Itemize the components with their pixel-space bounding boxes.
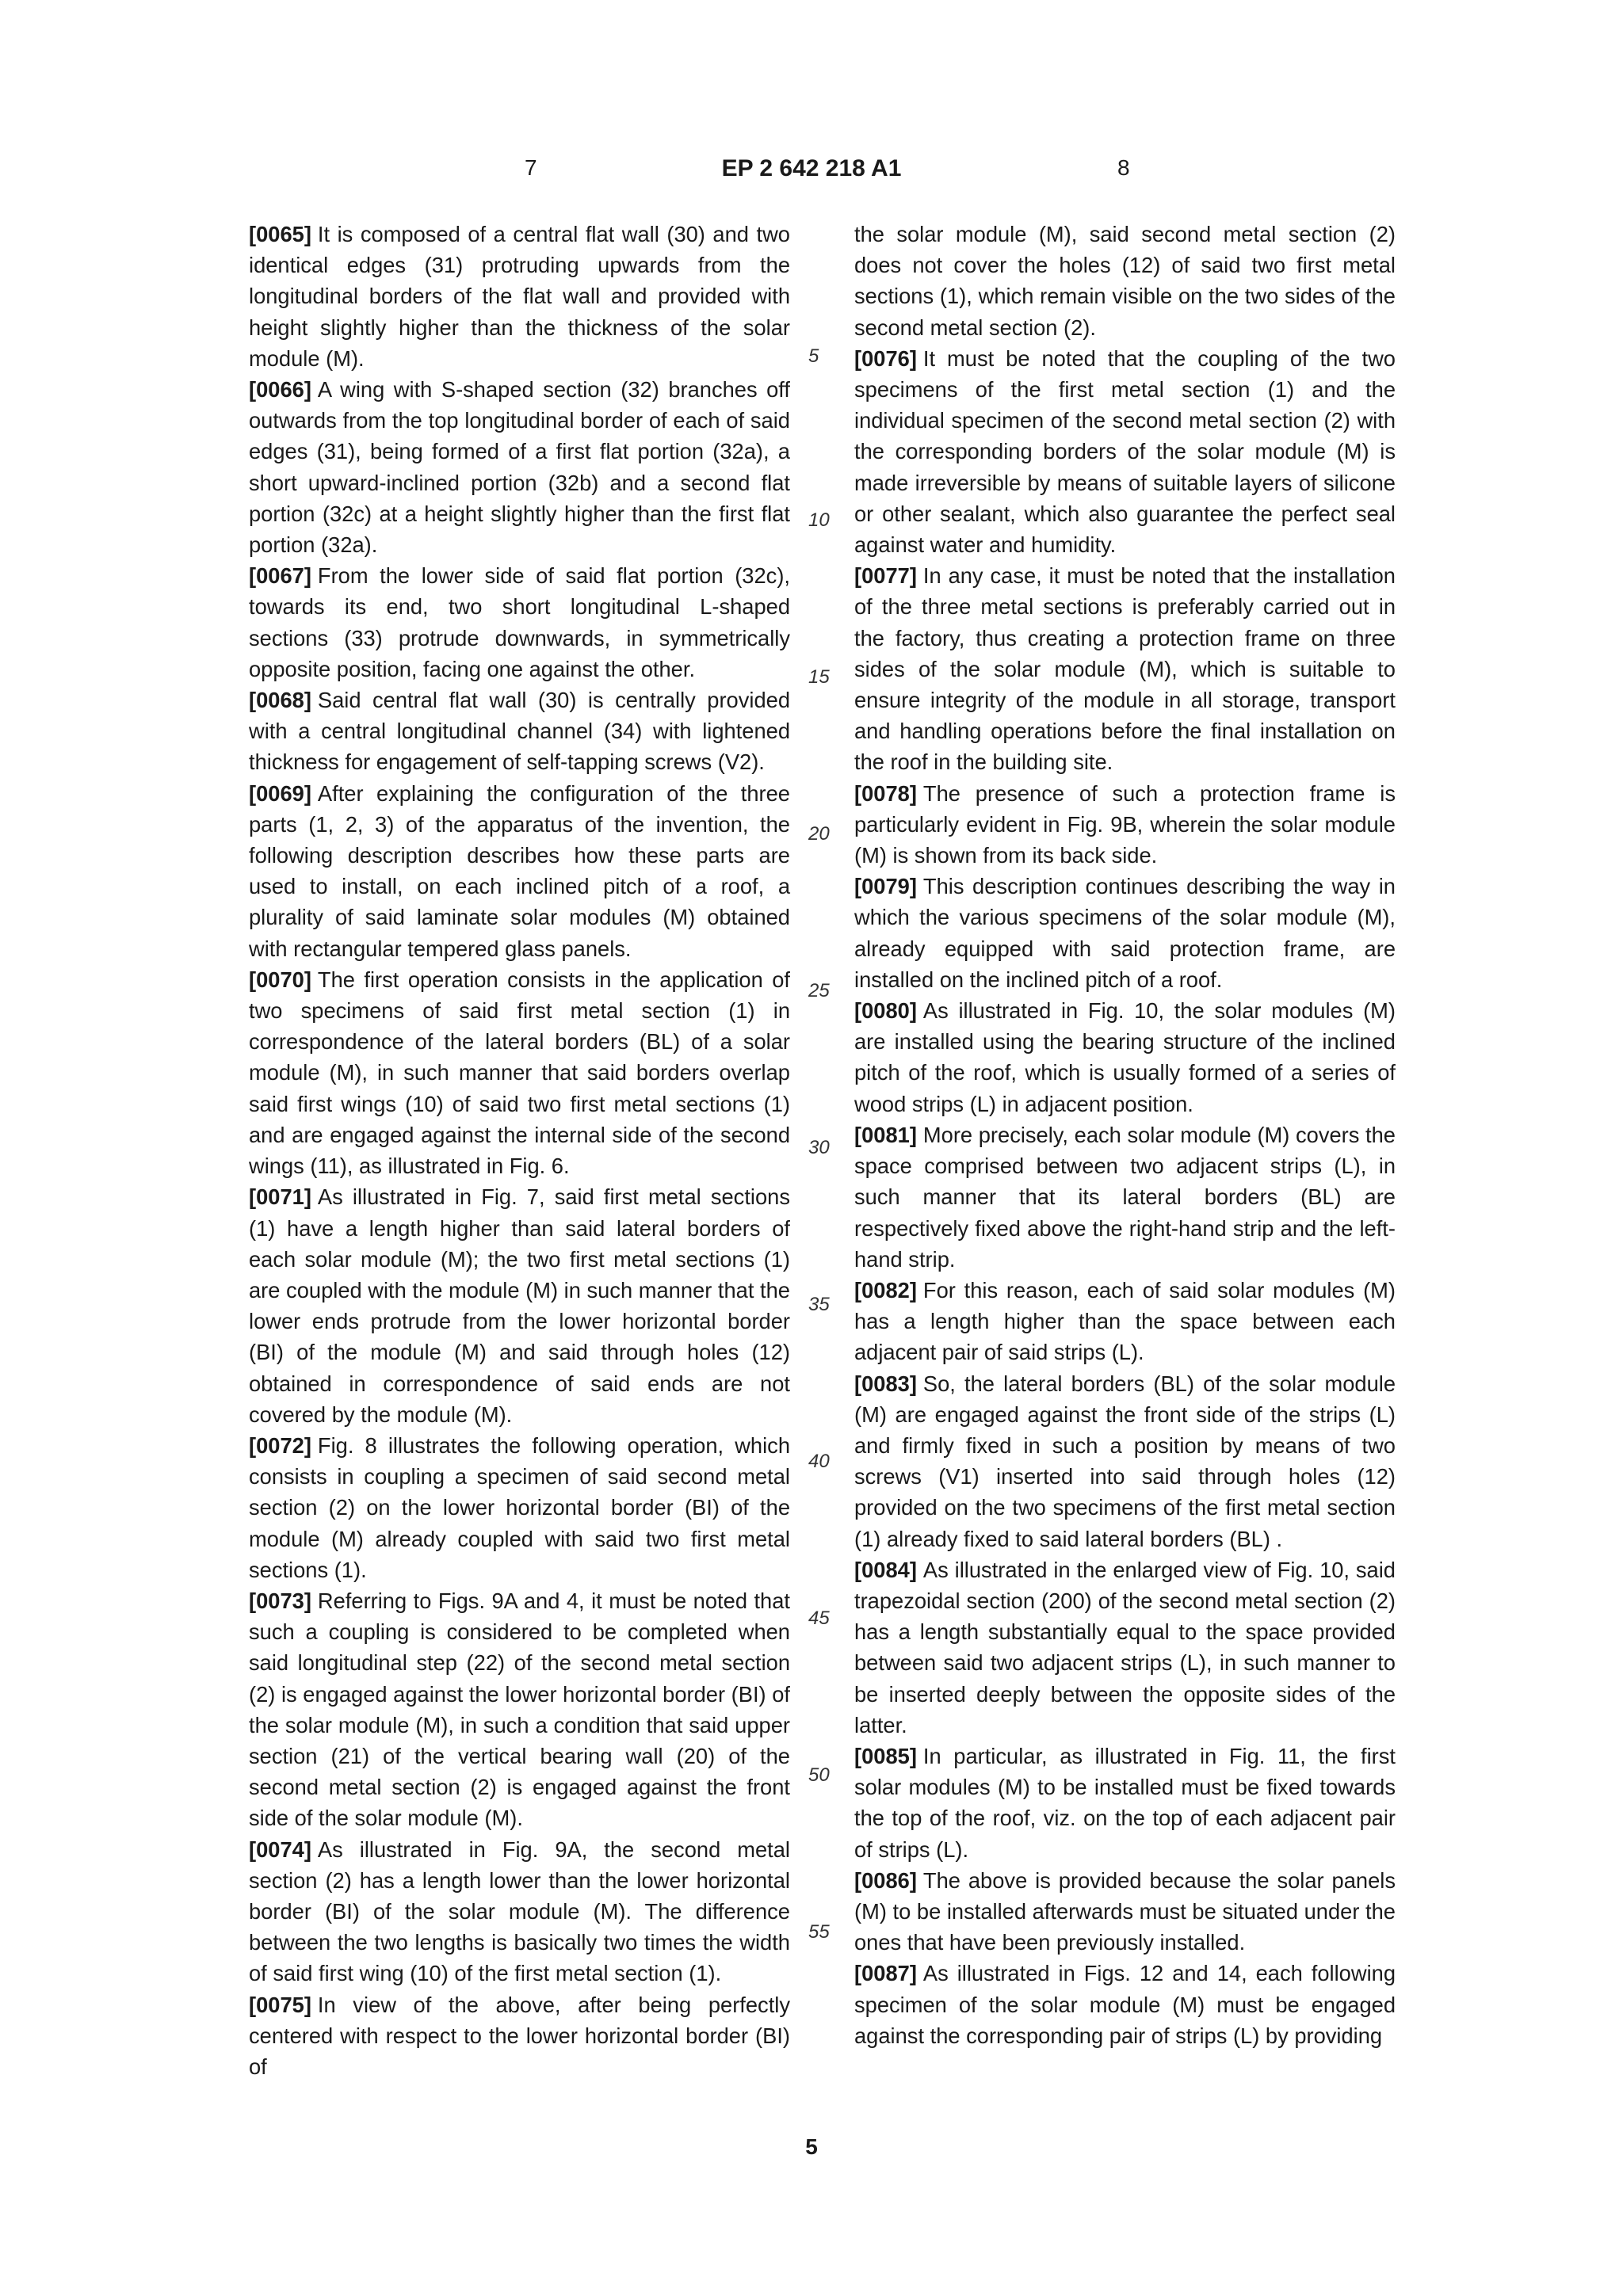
paragraph <box>854 1865 1396 1958</box>
paragraph-number: [0072] <box>249 1432 311 1458</box>
right-column <box>854 219 1396 2051</box>
paragraph-number: [0086] <box>854 1867 917 1893</box>
paragraph-number: [0066] <box>249 377 311 402</box>
paragraph <box>854 995 1396 1119</box>
line-number: 35 <box>808 1294 830 1315</box>
line-number: 20 <box>808 823 830 845</box>
paragraph-number: [0065] <box>249 222 311 246</box>
paragraph <box>249 1989 790 2083</box>
paragraph <box>249 1585 790 1834</box>
paragraph <box>854 343 1396 560</box>
paragraph <box>249 374 790 560</box>
paragraph-text: It is composed of a central flat wall (30) and two identical edges (31) protruding upwards from the longitudinal borders of the flat wall and provided with height slightly higher than the thickness of the solar module (M). <box>249 222 790 371</box>
footer-page-number: 5 <box>805 2134 818 2159</box>
paragraph-text: As illustrated in the enlarged view of Fig. 10, said trapezoidal section (200) of the second metal section (2) has a length substantially equal to the space provided between said two adjacent strips (L), in such manner to be inserted deeply between the opposite sides of the latter. <box>854 1557 1396 1737</box>
paragraph <box>249 778 790 964</box>
paragraph-number: [0069] <box>249 780 311 806</box>
paragraph-text: Referring to Figs. 9A and 4, it must be noted that such a coupling is considered to be completed when said longitudinal step (22) of the second metal section (2) is engaged against the lower horizontal border (BI) of the solar module (M), in such a condition that said upper section (21) of the vertical bearing wall (20) of the second metal section (2) is engaged against the front side of the solar module (M). <box>249 1588 790 1831</box>
paragraph-text: So, the lateral borders (BL) of the solar module (M) are engaged against the front side of the strips (L) and firmly fixed in such a position by means of two screws (V1) inserted into said through holes (12) provided on the two specimens of the first metal section (1) already fixed to said lateral borders (BL) . <box>854 1371 1396 1551</box>
paragraph-text: the solar module (M), said second metal section (2) does not cover the holes (12) of said two first metal sections (1), which remain visible on the two sides of the second metal section (2). <box>854 222 1396 340</box>
paragraph-text: As illustrated in Fig. 7, said first metal sections (1) have a length higher than said lateral borders of each solar module (M); the two first metal sections (1) are coupled with the module (M) in such manner that the lower ends protrude from the lower horizontal border (BI) of the module (M) and said through holes (12) obtained in correspondence of said ends are not covered by the module (M). <box>249 1184 790 1427</box>
paragraph-text: A wing with S-shaped section (32) branches off outwards from the top longitudinal border of each of said edges (31), being formed of a first flat portion (32a), a short upward-inclined portion (32b) and a second flat portion (32c) at a height slightly higher than the first flat portion (32a). <box>249 377 790 558</box>
left-column <box>249 219 790 2082</box>
paragraph-number: [0087] <box>854 1961 917 1986</box>
line-number: 50 <box>808 1764 830 1786</box>
paragraph-number: [0067] <box>249 563 311 589</box>
page-number-left: 7 <box>525 155 537 180</box>
paragraph-text: Fig. 8 illustrates the following operation, which consists in coupling a specimen of said second metal section (2) on the lower horizontal border (BI) of the module (M) already coupled with said two first metal sections (1). <box>249 1432 790 1582</box>
paragraph <box>249 685 790 778</box>
paragraph-number: [0083] <box>854 1371 917 1396</box>
paragraph-text: As illustrated in Fig. 9A, the second metal section (2) has a length lower than the lower horizontal border (BI) of the solar module (M). The difference between the two lengths is basically two times the width of said first wing (10) of the first metal section (1). <box>249 1836 790 1986</box>
line-number: 30 <box>808 1137 830 1158</box>
page-number-right: 8 <box>1117 155 1130 180</box>
paragraph <box>249 1834 790 1989</box>
paragraph-text: It must be noted that the coupling of the two specimens of the first metal section (1) and the individual specimen of the second metal section (2) with the corresponding borders of the solar module (M) is made irreversible by means of suitable layers of silicone or other sealant, which also guarantee the perfect seal against water and humidity. <box>854 345 1396 558</box>
paragraph-number: [0077] <box>854 563 917 589</box>
paragraph <box>249 219 790 374</box>
paragraph-text: From the lower side of said flat portion (32c), towards its end, two short longitudinal L-shaped sections (33) protrude downwards, in symmetrically opposite position, facing one against the other. <box>249 563 790 681</box>
line-number: 15 <box>808 666 830 688</box>
paragraph-number: [0079] <box>854 874 917 899</box>
paragraph <box>854 1275 1396 1368</box>
line-number: 40 <box>808 1451 830 1472</box>
paragraph <box>854 778 1396 871</box>
paragraph-text: After explaining the configuration of the three parts (1, 2, 3) of the apparatus of the invention, the following description describes how these parts are used to install, on each inclined pitch of a roof, a plurality of said laminate solar modules (M) obtained with rectangular tempered glass panels. <box>249 780 790 961</box>
paragraph <box>854 1741 1396 1865</box>
paragraph-number: [0078] <box>854 780 917 806</box>
paragraph <box>249 1181 790 1430</box>
paragraph <box>854 1554 1396 1741</box>
line-number: 25 <box>808 980 830 1001</box>
paragraph-text: The above is provided because the solar panels (M) to be installed afterwards must be situated under the ones that have been previously installed. <box>854 1867 1396 1955</box>
paragraph-text: More precisely, each solar module (M) covers the space comprised between two adjacent strips (L), in such manner that its lateral borders (BL) are respectively fixed above the right-hand strip and the left-hand strip. <box>854 1122 1396 1272</box>
paragraph <box>854 560 1396 777</box>
paragraph <box>854 1119 1396 1275</box>
paragraph-number: [0081] <box>854 1122 917 1147</box>
paragraph-text: For this reason, each of said solar modules (M) has a length higher than the space between each adjacent pair of said strips (L). <box>854 1277 1396 1365</box>
paragraph-text: The first operation consists in the application of two specimens of said first metal section (1) in correspondence of the lateral borders (BL) of a solar module (M), in such manner that said borders overlap said first wings (10) of said two first metal sections (1) and are engaged against the internal side of the second wings (11), as illustrated in Fig. 6. <box>249 967 790 1179</box>
paragraph <box>249 964 790 1181</box>
paragraph <box>854 1368 1396 1554</box>
paragraph-text: This description continues describing the way in which the various specimens of the solar module (M), already equipped with said protection frame, are installed on the inclined pitch of a roof. <box>854 874 1396 992</box>
paragraph-number: [0075] <box>249 1992 311 2017</box>
line-number: 55 <box>808 1921 830 1943</box>
paragraph <box>249 1430 790 1585</box>
paragraph <box>854 1958 1396 2051</box>
line-number: 10 <box>808 509 830 531</box>
paragraph-text: In particular, as illustrated in Fig. 11, the first solar modules (M) to be installed must be fixed towards the top of the roof, viz. on the top of each adjacent pair of strips (L). <box>854 1743 1396 1862</box>
paragraph-number: [0084] <box>854 1557 917 1582</box>
paragraph-number: [0068] <box>249 688 311 713</box>
paragraph-text: In view of the above, after being perfectly centered with respect to the lower horizontal border (BI) of <box>249 1992 790 2079</box>
paragraph-number: [0074] <box>249 1836 311 1862</box>
line-numbers <box>808 0 840 2296</box>
paragraph <box>249 560 790 685</box>
paragraph-number: [0071] <box>249 1184 311 1210</box>
paragraph-number: [0076] <box>854 345 917 371</box>
paragraph-text: As illustrated in Figs. 12 and 14, each following specimen of the solar module (M) must be engaged against the corresponding pair of strips (L) by providing <box>854 1961 1396 2048</box>
paragraph-text: In any case, it must be noted that the installation of the three metal sections is preferably carried out in the factory, thus creating a protection frame on three sides of the solar module (M), which is suitable to ensure integrity of the module in all storage, transport and handling operations before the final installation on the roof in the building site. <box>854 563 1396 775</box>
line-number: 5 <box>808 345 819 367</box>
paragraph-number: [0070] <box>249 967 311 992</box>
line-number: 45 <box>808 1608 830 1629</box>
paragraph <box>854 871 1396 995</box>
paragraph-text: Said central flat wall (30) is centrally provided with a central longitudinal channel (34) with lightened thickness for engagement of self-tapping screws (V2). <box>249 688 790 775</box>
paragraph-number: [0080] <box>854 998 917 1024</box>
paragraph-number: [0073] <box>249 1588 311 1613</box>
document-title: EP 2 642 218 A1 <box>721 155 902 181</box>
paragraph <box>854 219 1396 343</box>
paragraph-text: As illustrated in Fig. 10, the solar modules (M) are installed using the bearing structure of the inclined pitch of the roof, which is usually formed of a series of wood strips (L) in adjacent position. <box>854 998 1396 1116</box>
paragraph-number: [0082] <box>854 1277 917 1302</box>
paragraph-text: The presence of such a protection frame is particularly evident in Fig. 9B, wherein the solar module (M) is shown from its back side. <box>854 780 1396 868</box>
paragraph-number: [0085] <box>854 1743 917 1768</box>
